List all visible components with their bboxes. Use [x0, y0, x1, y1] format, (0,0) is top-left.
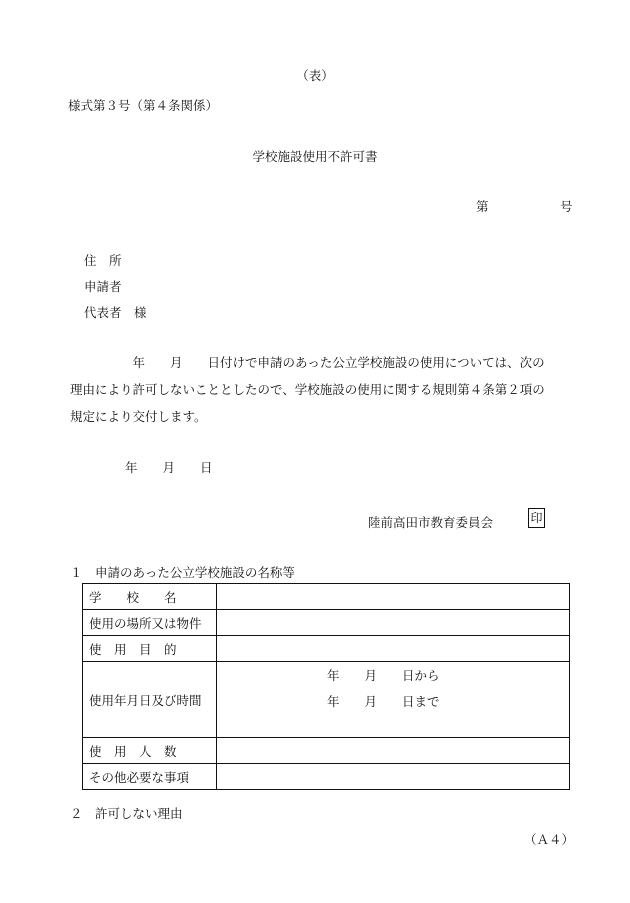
document-title: 学校施設使用不許可書	[252, 149, 378, 164]
section-1-heading: １ 申請のあった公立学校施設の名称等	[70, 565, 295, 580]
recipient-address: 住 所	[84, 253, 122, 268]
issue-date: 年 月 日	[125, 460, 213, 475]
table-row	[83, 738, 570, 764]
table-row	[83, 636, 570, 662]
seal-mark: 印	[528, 508, 545, 528]
side-marker: （表）	[296, 68, 334, 83]
usage-from: 年 月 日から	[327, 668, 440, 683]
table-row	[83, 610, 570, 636]
issuer-name: 陸前高田市教育委員会	[368, 515, 494, 530]
number-go: 号	[560, 199, 573, 214]
user-count-value[interactable]	[217, 738, 570, 764]
school-name-value[interactable]	[217, 584, 570, 610]
table-row	[83, 584, 570, 610]
usage-place-value[interactable]	[217, 610, 570, 636]
school-name-label: 学 校 名	[83, 584, 217, 610]
form-number: 様式第３号（第４条関係）	[68, 98, 219, 113]
usage-to: 年 月 日まで	[327, 694, 440, 709]
number-dai: 第	[476, 199, 489, 214]
body-line-3: 規定により交付します。	[70, 409, 207, 424]
usage-purpose-value[interactable]	[217, 636, 570, 662]
paper-size-label: （Ａ４）	[523, 832, 574, 847]
recipient-applicant: 申請者	[84, 279, 122, 294]
table-row	[83, 764, 570, 790]
other-items-value[interactable]	[217, 764, 570, 790]
body-line-1: 年 月 日付けで申請のあった公立学校施設の使用については、次の	[70, 355, 545, 370]
facility-table	[82, 583, 570, 790]
usage-datetime-label: 使用年月日及び時間	[83, 662, 217, 738]
recipient-representative: 代表者 様	[84, 305, 147, 320]
usage-place-label: 使用の場所又は物件	[83, 610, 217, 636]
usage-purpose-label: 使 用 目 的	[83, 636, 217, 662]
other-items-label: その他必要な事項	[83, 764, 217, 790]
section-2-heading: ２ 許可しない理由	[70, 806, 183, 821]
table-row	[83, 662, 570, 738]
user-count-label: 使 用 人 数	[83, 738, 217, 764]
usage-datetime-value[interactable]	[217, 662, 570, 738]
body-line-2: 理由により許可しないこととしたので、学校施設の使用に関する規則第４条第２項の	[70, 382, 545, 397]
